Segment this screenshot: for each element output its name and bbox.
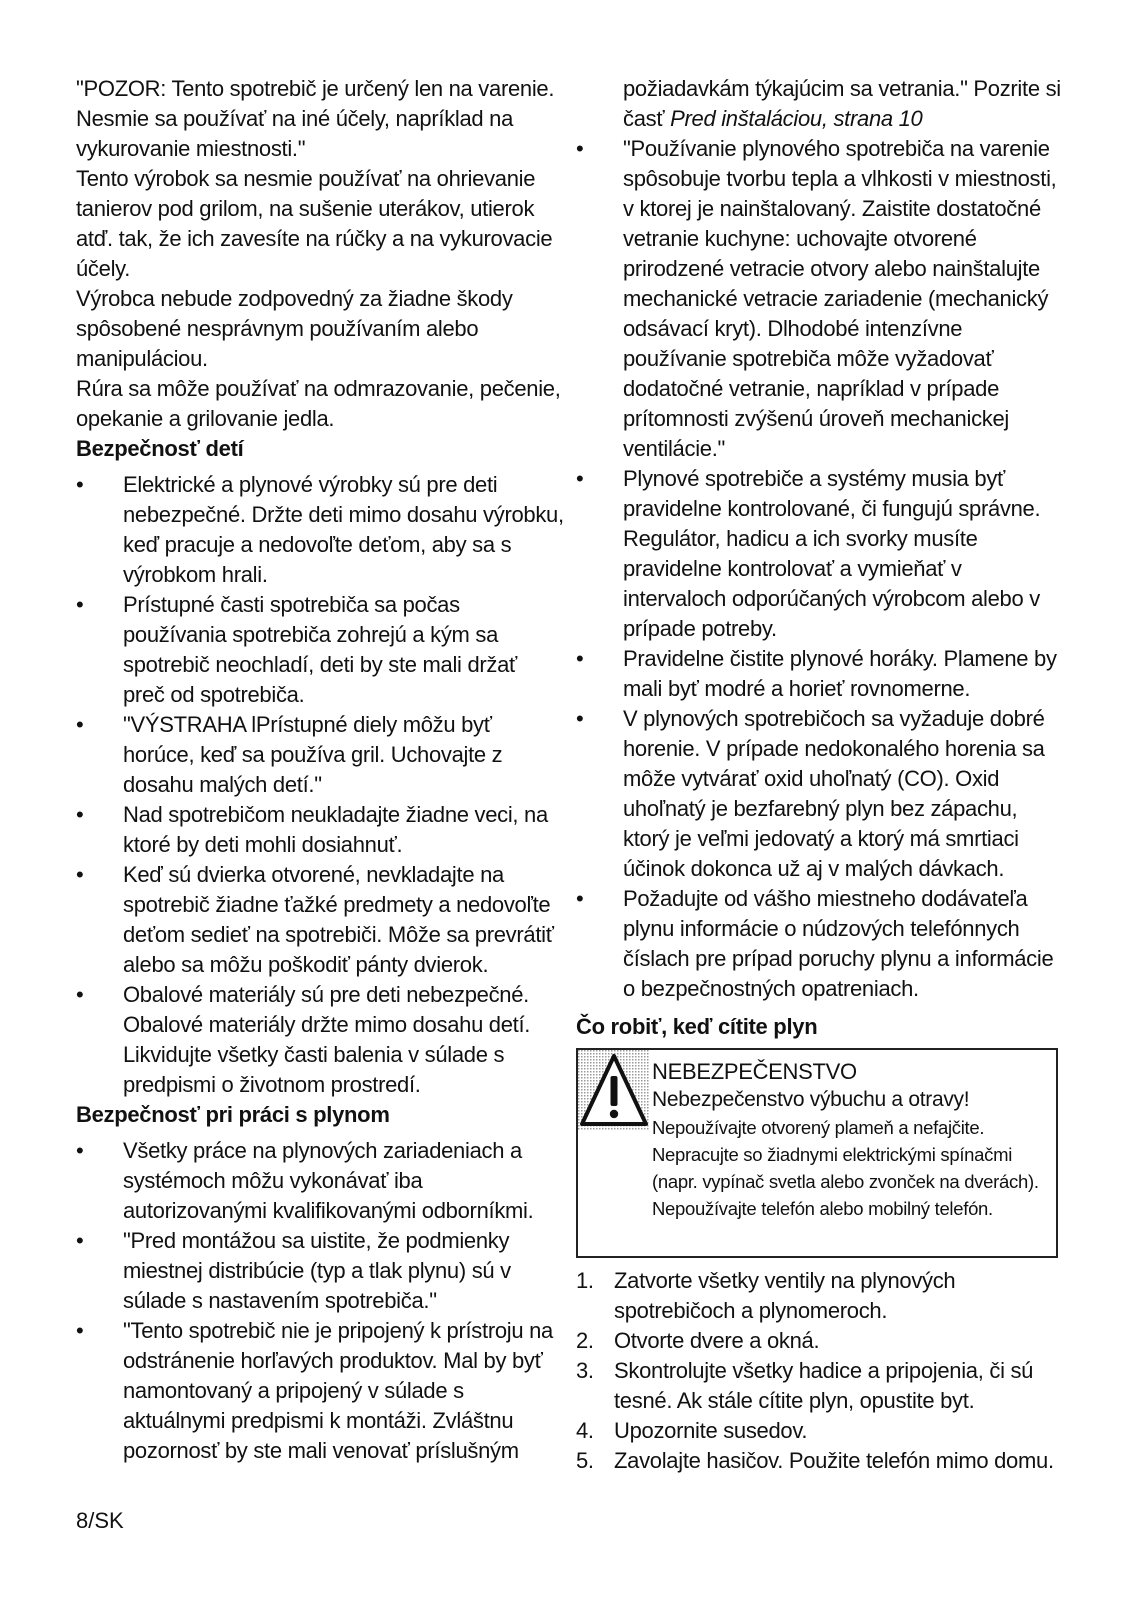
intro-paragraph: Tento výrobok sa nesmie používať na ohrievanie tanierov pod grilom, na sušenie uterákov, utierok atď. tak, že ich zavesíte na rúčky a na vykurovacie účely. <box>76 166 553 281</box>
step-number: 1. <box>576 1268 594 1293</box>
step-number: 2. <box>576 1328 594 1353</box>
intro-paragraph: Rúra sa môže používať na odmrazovanie, pečenie, opekanie a grilovanie jedla. <box>76 376 561 431</box>
list-item: • "Používanie plynového spotrebiča na varenie spôsobuje tvorbu tepla a vlhkosti v miestnosti, v ktorej je nainštalovaný. Zaistite dostatočné vetranie kuchyne: uchovajte otvorené prirodzené vetracie otvory alebo nainštalujte mechanické vetracie zariadenie (mechanický odsávací kryt). Dlhodobé intenzívne používanie spotrebiča môže vyžadovať dodatočné vetranie, napríklad v prípade prítomnosti zvýšenú úroveň mechanickej ventilácie." <box>576 134 1066 464</box>
list-item: • Elektrické a plynové výrobky sú pre deti nebezpečné. Držte deti mimo dosahu výrobku, keď pracuje a nedovoľte deťom, aby sa s výrobkom hrali. <box>76 470 564 590</box>
list-item: • Nad spotrebičom neukladajte žiadne veci, na ktoré by deti mohli dosiahnuť. <box>76 800 564 860</box>
danger-line: Nepoužívajte otvorený plameň a nefajčite. <box>652 1117 985 1138</box>
danger-subtitle: Nebezpečenstvo výbuchu a otravy! <box>652 1088 970 1111</box>
danger-box <box>576 1048 1058 1258</box>
child-safety-heading: Bezpečnosť detí <box>76 436 244 461</box>
left-column <box>76 74 564 1466</box>
step-text: Upozornite susedov. <box>614 1418 808 1443</box>
child-safety-list <box>76 470 564 1100</box>
right-column <box>576 74 1066 1476</box>
intro-paragraph: "POZOR: Tento spotrebič je určený len na varenie. Nesmie sa používať na iné účely, napríklad na vykurovanie miestnosti." <box>76 76 555 161</box>
cross-reference: Pred inštaláciou, strana 10 <box>670 106 923 131</box>
list-item: • Požadujte od vášho miestneho dodávateľa plynu informácie o núdzových telefónnych číslach pre prípad poruchy plynu a informácie o bezpečnostných opatreniach. <box>576 884 1066 1004</box>
list-item: • Všetky práce na plynových zariadeniach a systémoch môžu vykonávať iba autorizovanými kvalifikovanými odborníkmi. <box>76 1136 564 1226</box>
list-item: • Keď sú dvierka otvorené, nevkladajte na spotrebič žiadne ťažké predmety a nedovoľte deťom sedieť na spotrebiči. Môže sa prevrátiť alebo sa môžu poškodiť pánty dvierok. <box>76 860 564 980</box>
step-text: Skontrolujte všetky hadice a pripojenia, či sú tesné. Ak stále cítite plyn, opustite byt. <box>614 1358 1034 1413</box>
continuation-text: požiadavkám týkajúcim sa vetrania." Pozrite si časť <box>623 76 1061 131</box>
list-item: • Prístupné časti spotrebiča sa počas používania spotrebiča zohrejú a kým sa spotrebič neochladí, deti by ste mali držať preč od spotrebiča. <box>76 590 564 710</box>
gas-steps-list <box>576 1266 1066 1476</box>
list-item: • Pravidelne čistite plynové horáky. Plamene by mali byť modré a horieť rovnomerne. <box>576 644 1066 704</box>
danger-line: Nepoužívajte telefón alebo mobilný telefón. <box>652 1198 993 1219</box>
list-item: • V plynových spotrebičoch sa vyžaduje dobré horenie. V prípade nedokonalého horenia sa môže vytvárať oxid uhoľnatý (CO). Oxid uhoľnatý je bezfarebný plyn bez zápachu, ktorý je veľmi jedovatý a ktorý má smrtiaci účinok dokonca už aj v malých dávkach. <box>576 704 1066 884</box>
step-text: Zavolajte hasičov. Použite telefón mimo domu. <box>614 1448 1054 1473</box>
gas-safety-list-continued <box>576 134 1066 1004</box>
gas-safety-list <box>76 1136 564 1466</box>
smell-gas-heading: Čo robiť, keď cítite plyn <box>576 1014 818 1039</box>
step-number: 5. <box>576 1448 594 1473</box>
step-number: 3. <box>576 1358 594 1383</box>
list-item: • Plynové spotrebiče a systémy musia byť pravidelne kontrolované, či fungujú správne. Regulátor, hadicu a ich svorky musíte pravidelne kontrolovať a vymieňať v intervaloch odporúčaných výrobcom alebo v prípade potreby. <box>576 464 1066 644</box>
list-item: • "Pred montážou sa uistite, že podmienky miestnej distribúcie (typ a tlak plynu) sú v súlade s nastavením spotrebiča." <box>76 1226 564 1316</box>
step-text: Zatvorte všetky ventily na plynových spotrebičoch a plynomeroch. <box>614 1268 956 1323</box>
list-item: • "VÝSTRAHA lPrístupné diely môžu byť horúce, keď sa používa gril. Uchovajte z dosahu malých detí." <box>76 710 564 800</box>
list-item: • Obalové materiály sú pre deti nebezpečné. Obalové materiály držte mimo dosahu detí. Likvidujte všetky časti balenia v súlade s predpismi o životnom prostredí. <box>76 980 564 1100</box>
list-item <box>576 1356 1066 1416</box>
continuation-paragraph <box>576 74 1066 134</box>
danger-content <box>652 1058 1046 1222</box>
danger-title: NEBEZPEČENSTVO <box>652 1059 857 1084</box>
gas-safety-heading: Bezpečnosť pri práci s plynom <box>76 1102 390 1127</box>
list-item <box>576 1326 1066 1356</box>
list-item <box>576 1446 1066 1476</box>
intro-paragraph: Výrobca nebude zodpovedný za žiadne škody spôsobené nesprávnym používaním alebo manipuláciou. <box>76 286 513 371</box>
page-number: 8/SK <box>76 1508 124 1533</box>
list-item <box>576 1416 1066 1446</box>
warning-triangle-icon <box>578 1050 650 1130</box>
step-text: Otvorte dvere a okná. <box>614 1328 820 1353</box>
list-item: • "Tento spotrebič nie je pripojený k prístroju na odstránenie horľavých produktov. Mal by byť namontovaný a pripojený v súlade s aktuálnymi predpismi k montáži. Zvláštnu pozornosť by ste mali venovať príslušným <box>76 1316 564 1466</box>
step-number: 4. <box>576 1418 594 1443</box>
danger-line: Nepracujte so žiadnymi elektrickými spínačmi (napr. vypínač svetla alebo zvonček na dverách). <box>652 1144 1039 1192</box>
list-item <box>576 1266 1066 1326</box>
